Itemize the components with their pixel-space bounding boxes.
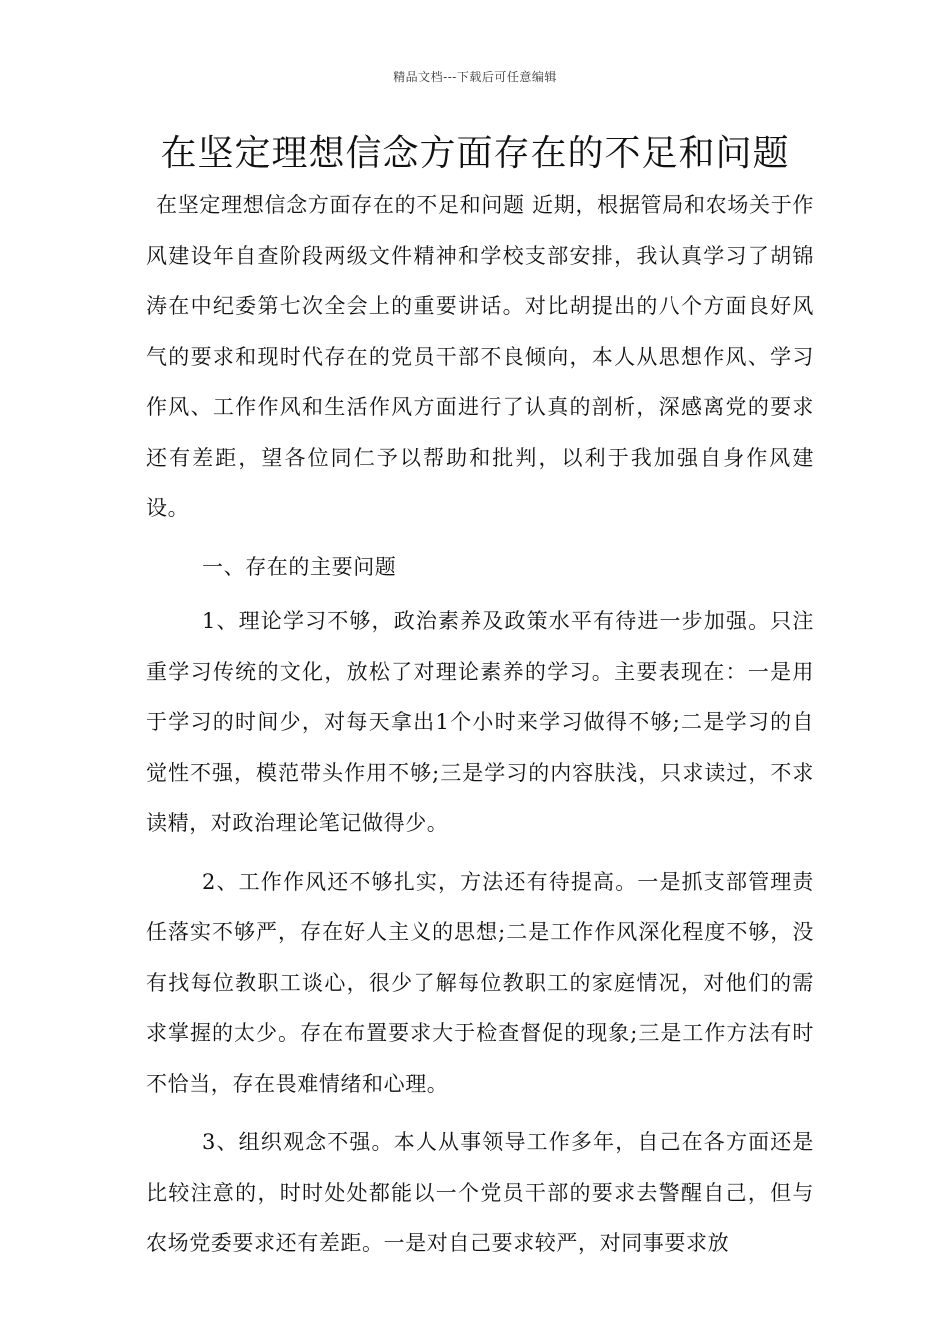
header-note: 精品文档---下载后可任意编辑 [393,70,557,84]
intro-paragraph: 在坚定理想信念方面存在的不足和问题 近期，根据管局和农场关于作风建设年自查阶段两级文件精神和学校支部安排，我认真学习了胡锦涛在中纪委第七次全会上的重要讲话。对比胡提出的八个方面良好风气的要求和现时代存在的党员干部不良倾向，本人从思想作风、学习作风、工作作风和生活作风方面进行了认真的剖析，深感离党的要求还有差距，望各位同仁予以帮助和批判，以利于我加强自身作风建设。 [146,193,814,520]
document-body [146,180,814,1269]
problem-paragraph-3: 3、组织观念不强。本人从事领导工作多年，自己在各方面还是比较注意的，时时处处都能以一个党员干部的要求去警醒自己，但与农场党委要求还有差距。一是对自己要求较严，对同事要求放 [146,1130,814,1255]
problem-paragraph-2: 2、工作作风还不够扎实，方法还有待提高。一是抓支部管理责任落实不够严，存在好人主义的思想;二是工作作风深化程度不够，没有找每位教职工谈心，很少了解每位教职工的家庭情况，对他们的需求掌握的太少。存在布置要求大于检查督促的现象;三是工作方法有时不恰当，存在畏难情绪和心理。 [146,869,814,1096]
section-heading: 一、存在的主要问题 [202,554,397,579]
problem-paragraph-1: 1、理论学习不够，政治素养及政策水平有待进一步加强。只注重学习传统的文化，放松了对理论素养的学习。主要表现在：一是用于学习的时间少，对每天拿出1个小时来学习做得不够;二是学习的自觉性不强，模范带头作用不够;三是学习的内容肤浅，只求读过，不求读精，对政治理论笔记做得少。 [146,609,814,835]
document-title: 在坚定理想信念方面存在的不足和问题 [160,133,790,174]
